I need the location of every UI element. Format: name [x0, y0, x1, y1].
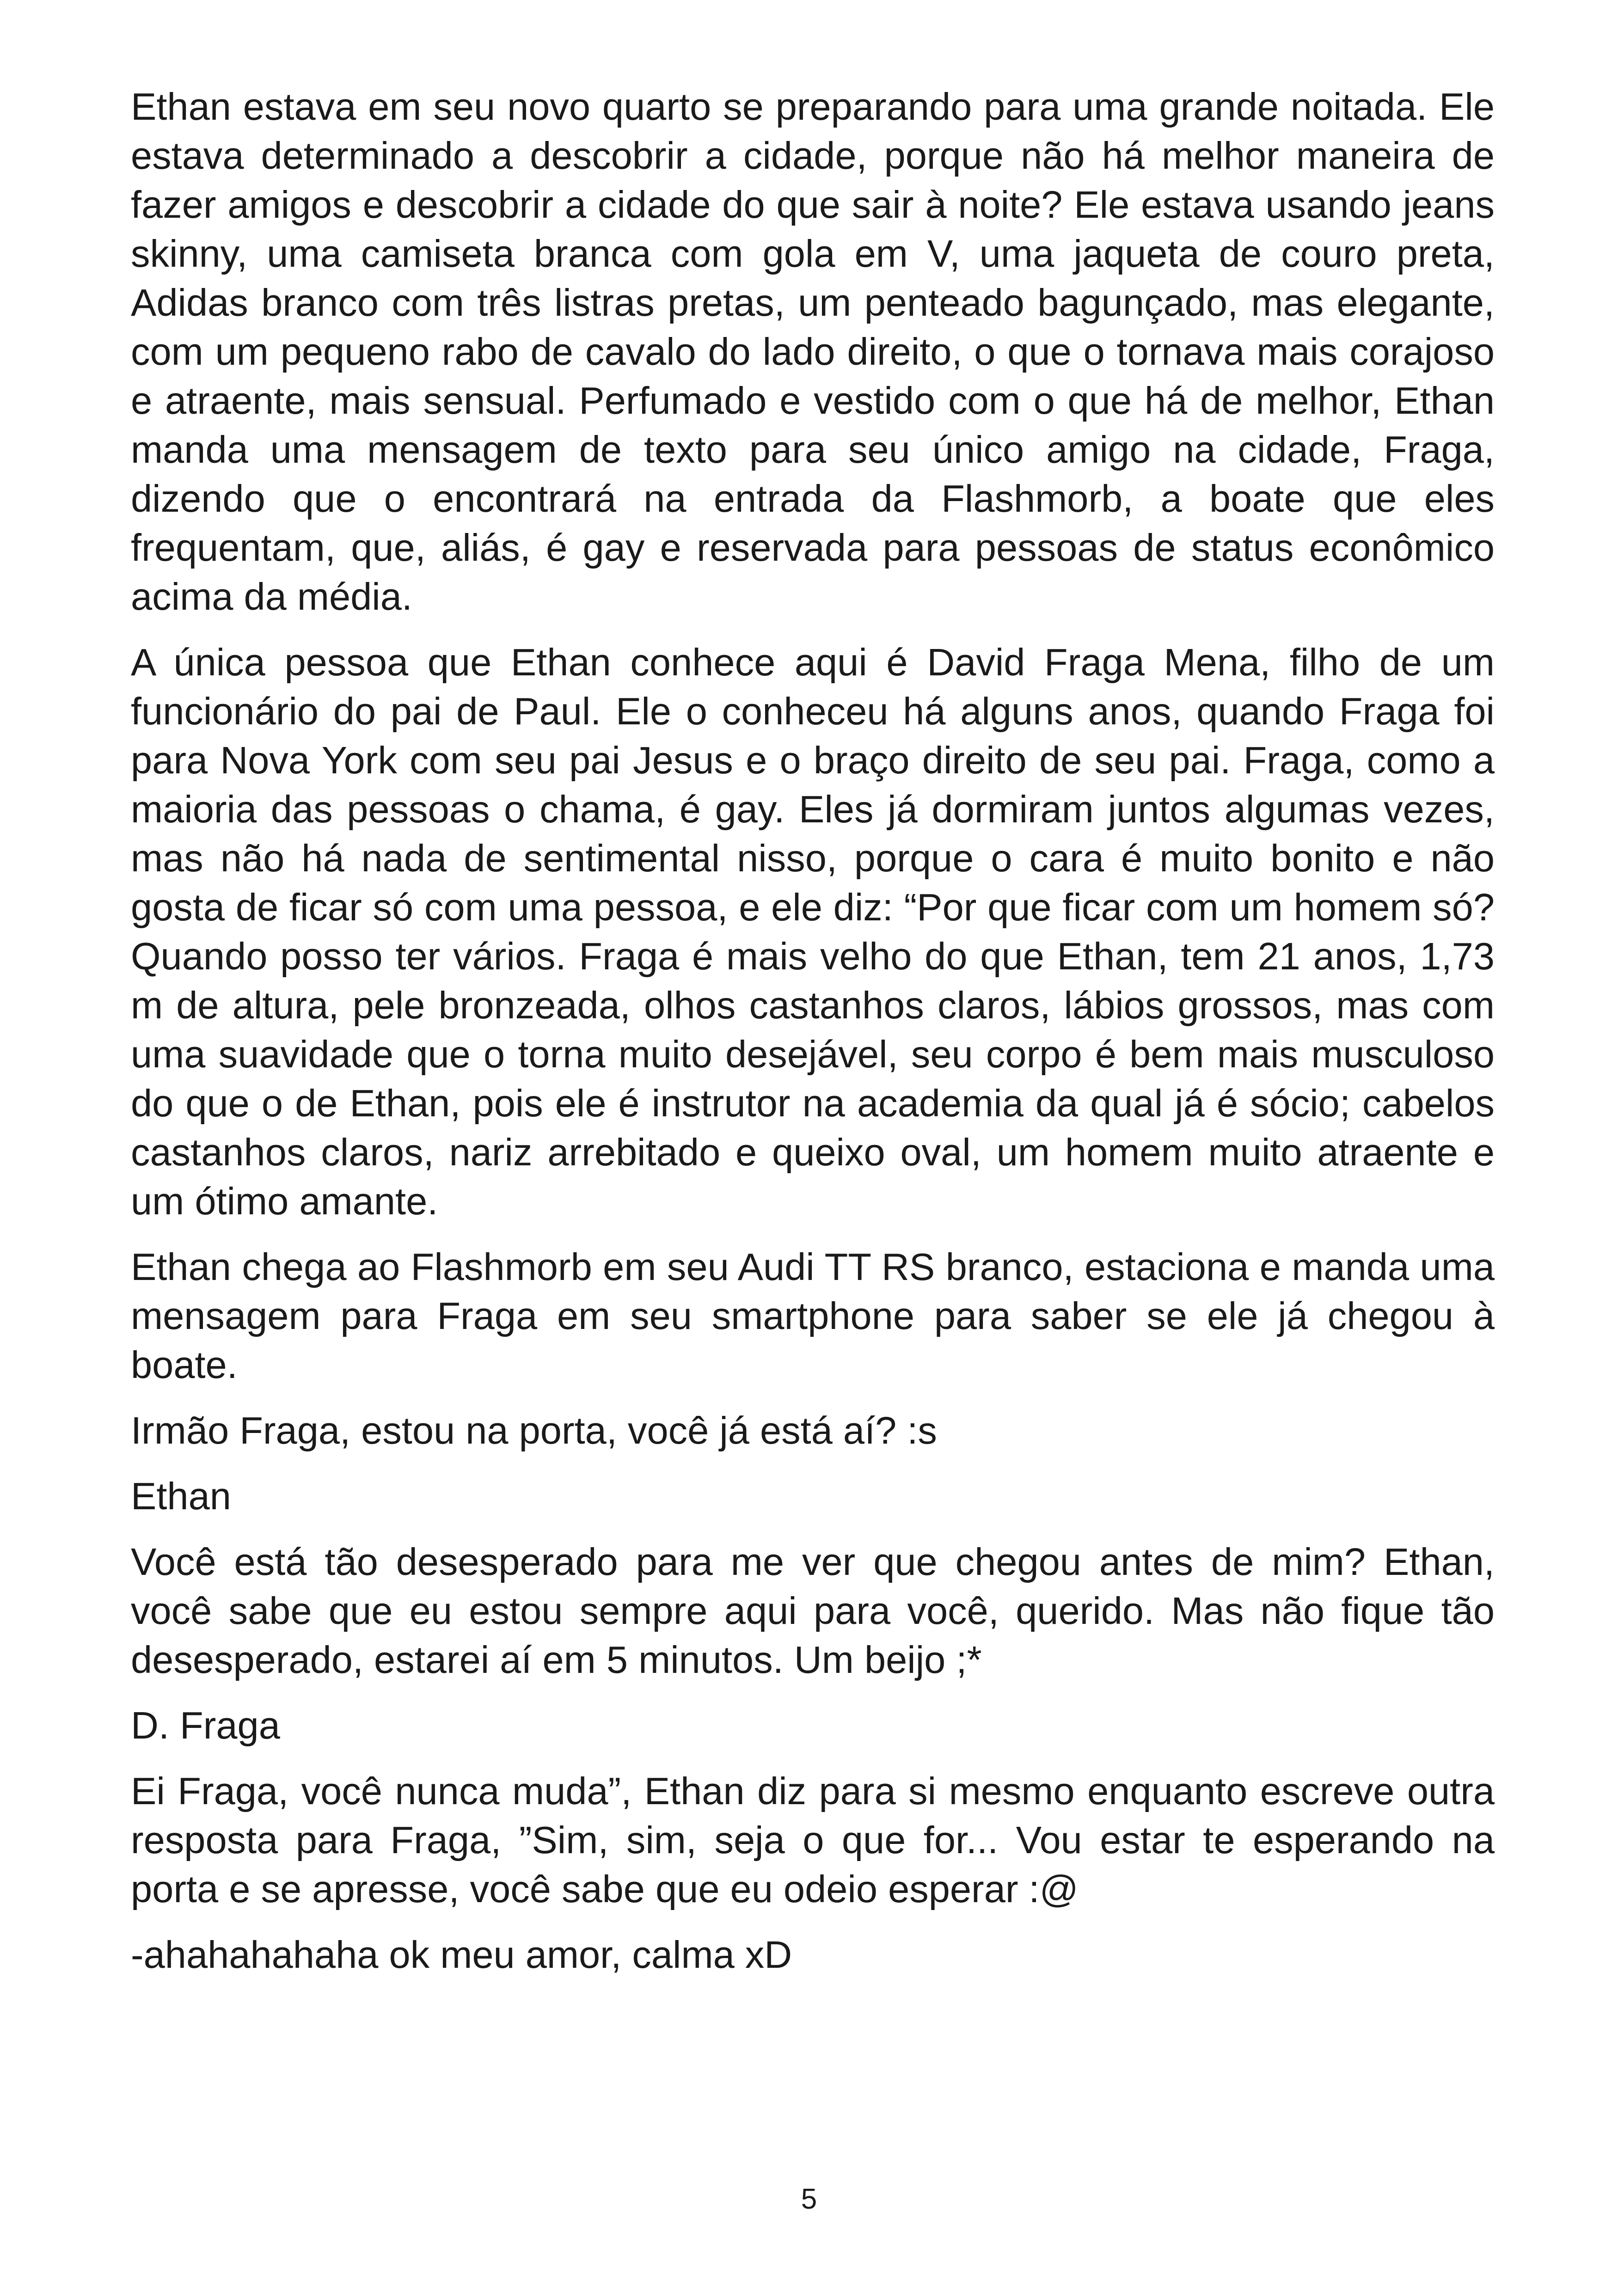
paragraph-2: A única pessoa que Ethan conhece aqui é David Fraga Mena, filho de um funcionário do pai de Paul. Ele o conheceu há alguns anos, quando Fraga foi para Nova York com seu pai Jesus e o braço direito de seu pai. Fraga, como a maioria das pessoas o chama, é gay. Eles já dormiram juntos algumas vezes, mas não há nada de sentimental nisso, porque o cara é muito bonito e não gosta de ficar só com uma pessoa, e ele diz: “Por que ficar com um homem só? Quando posso ter vários. Fraga é mais velho do que Ethan, tem 21 anos, 1,73 m de altura, pele bronzeada, olhos castanhos claros, lábios grossos, mas com uma suavidade que o torna muito desejável, seu corpo é bem mais musculoso do que o de Ethan, pois ele é instrutor na academia da qual já é sócio; cabelos castanhos claros, nariz arrebitado e queixo oval, um homem muito atraente e um ótimo amante. — [131, 641, 1495, 1223]
page-number: 5 — [801, 2183, 817, 2215]
signature-d-fraga: D. Fraga — [131, 1704, 280, 1747]
body-text — [131, 82, 1495, 1996]
message-from-ethan: Irmão Fraga, estou na porta, você já está aí? :s — [131, 1409, 937, 1452]
message-from-fraga: Você está tão desesperado para me ver que chegou antes de mim? Ethan, você sabe que eu estou sempre aqui para você, querido. Mas não fique tão desesperado, estarei aí em 5 minutos. Um beijo ;* — [131, 1540, 1495, 1681]
paragraph-3: Ethan chega ao Flashmorb em seu Audi TT RS branco, estaciona e manda uma mensagem para Fraga em seu smartphone para saber se ele já chegou à boate. — [131, 1245, 1495, 1386]
paragraph-1: Ethan estava em seu novo quarto se preparando para uma grande noitada. Ele estava determinado a descobrir a cidade, porque não há melhor maneira de fazer amigos e descobrir a cidade do que sair à noite? Ele estava usando jeans skinny, uma camiseta branca com gola em V, uma jaqueta de couro preta, Adidas branco com três listras pretas, um penteado bagunçado, mas elegante, com um pequeno rabo de cavalo do lado direito, o que o tornava mais corajoso e atraente, mais sensual. Perfumado e vestido com o que há de melhor, Ethan manda uma mensagem de texto para seu único amigo na cidade, Fraga, dizendo que o encontrará na entrada da Flashmorb, a boate que eles frequentam, que, aliás, é gay e reservada para pessoas de status econômico acima da média. — [131, 85, 1495, 618]
paragraph-reply: Ei Fraga, você nunca muda”, Ethan diz para si mesmo enquanto escreve outra resposta para Fraga, ”Sim, sim, seja o que for... Vou estar te esperando na porta e se apresse, você sabe que eu odeio esperar :@ — [131, 1769, 1495, 1910]
paragraph-final-reply: -ahahahahaha ok meu amor, calma xD — [131, 1933, 792, 1976]
signature-ethan: Ethan — [131, 1475, 231, 1518]
